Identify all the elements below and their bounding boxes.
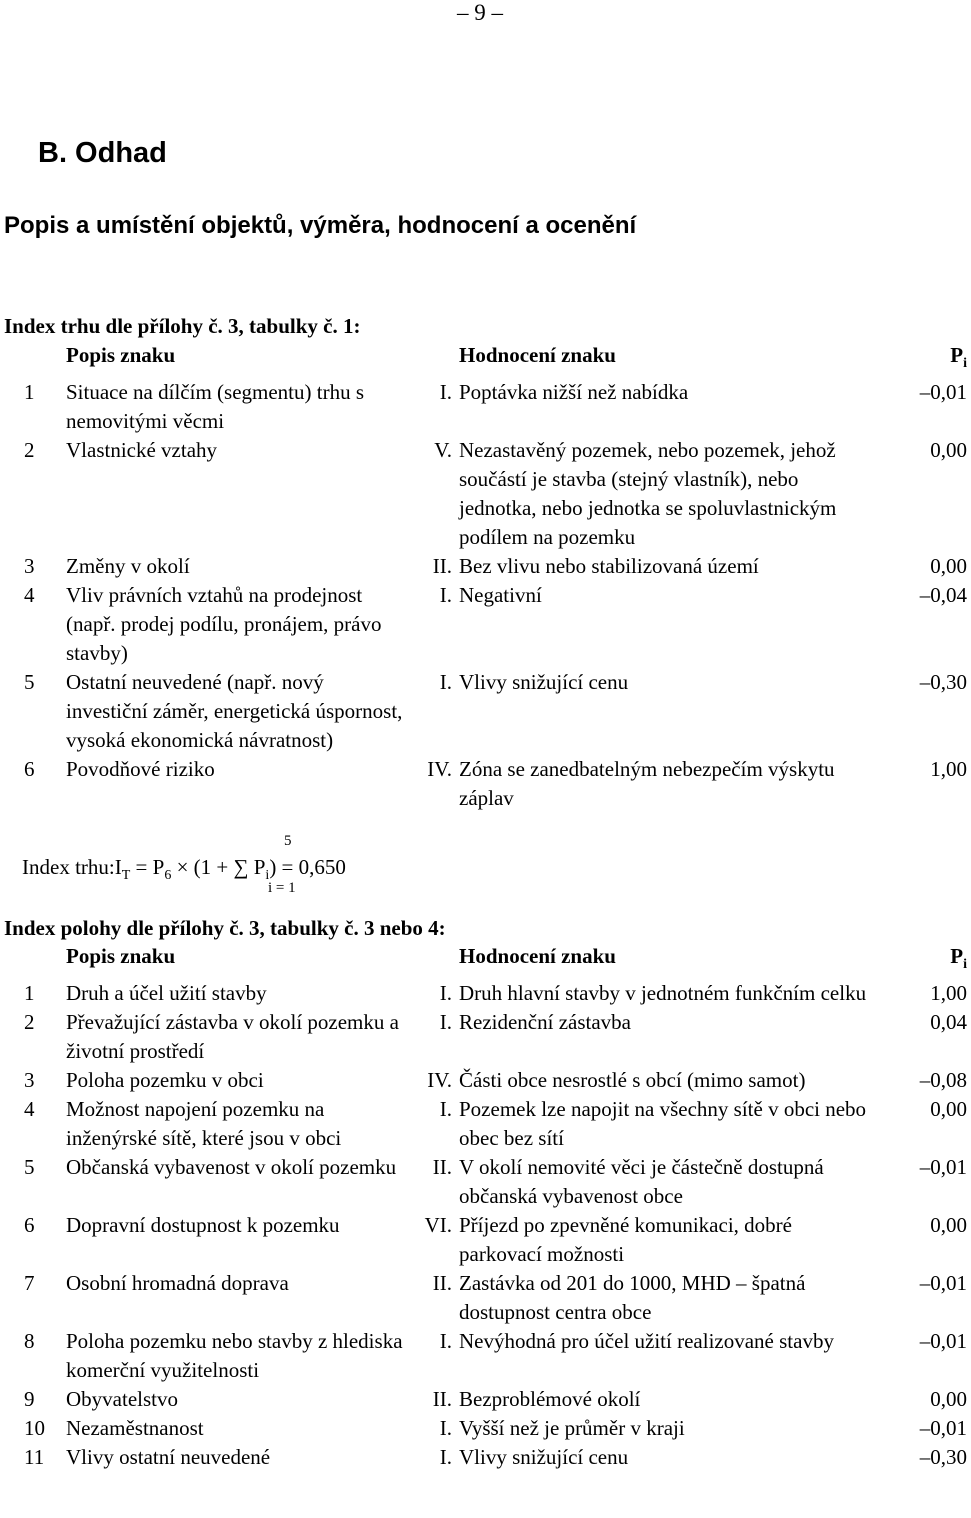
market-index-title: Index trhu dle přílohy č. 3, tabulky č. 1: [4, 314, 361, 338]
row-number: 4 [24, 583, 35, 608]
table-row [0, 1066, 971, 1095]
row-description: Poloha pozemku nebo stavby z hlediska komerční využitelnosti [66, 1329, 403, 1383]
table-row [0, 979, 971, 1008]
table-row [0, 378, 971, 436]
column-header-description: Popis znaku [66, 343, 176, 367]
row-value: –0,01 [919, 1271, 967, 1296]
row-roman-numeral: I. [439, 1416, 452, 1441]
row-roman-numeral: I. [439, 583, 452, 608]
column-header-p: $P_i$ [950, 944, 967, 973]
row-roman-numeral: I. [439, 1445, 452, 1470]
row-description: Občanská vybavenost v okolí pozemku [66, 1155, 397, 1180]
section-subheading: Popis a umístění objektů, výměra, hodnocení a ocenění [4, 212, 637, 239]
row-number: 6 [24, 757, 35, 782]
row-roman-numeral: I. [439, 380, 452, 405]
row-roman-numeral: V. [434, 438, 452, 463]
column-header-description: Popis znaku [66, 944, 176, 968]
row-roman-numeral: VI. [424, 1213, 452, 1238]
row-roman-numeral: I. [439, 1097, 452, 1122]
row-roman-numeral: I. [439, 981, 452, 1006]
row-evaluation: Negativní [459, 583, 542, 608]
page-number: – 9 – [457, 0, 503, 25]
row-number: 3 [24, 554, 35, 579]
row-number: 5 [24, 670, 35, 695]
row-evaluation: Nezastavěný pozemek, nebo pozemek, jehož součástí je stavba (stejný vlastník), nebo jednotka, nebo jednotka se spoluvlastnickým podílem na pozemku [459, 438, 837, 550]
row-description: Obyvatelstvo [66, 1387, 178, 1412]
sum-lower-limit: i = 1 [268, 880, 296, 896]
row-roman-numeral: I. [439, 1010, 452, 1035]
row-description: Vliv právních vztahů na prodejnost (např. prodej podílu, pronájem, právo stavby) [66, 583, 382, 666]
row-roman-numeral: II. [432, 554, 452, 579]
row-number: 2 [24, 438, 35, 463]
row-description: Ostatní neuvedené (např. nový investiční záměr, energetická úspornost, vysoká ekonomická návratnost) [66, 670, 403, 753]
row-evaluation: Příjezd po zpevněné komunikaci, dobré parkovací možnosti [459, 1213, 792, 1267]
row-description: Poloha pozemku v obci [66, 1068, 264, 1093]
row-number: 3 [24, 1068, 35, 1093]
sum-upper-limit: 5 [284, 833, 292, 849]
row-value: 0,04 [930, 1010, 967, 1035]
row-description: Osobní hromadná doprava [66, 1271, 289, 1296]
row-value: 1,00 [930, 757, 967, 782]
column-header-p: $P_i$ [950, 343, 967, 372]
row-number: 7 [24, 1271, 35, 1296]
row-roman-numeral: I. [439, 670, 452, 695]
row-description: Vlivy ostatní neuvedené [66, 1445, 271, 1470]
column-header-evaluation: Hodnocení znaku [459, 343, 616, 367]
row-value: 0,00 [930, 1097, 967, 1122]
row-roman-numeral: I. [439, 1329, 452, 1354]
row-evaluation: Nevýhodná pro účel užití realizované stavby [459, 1329, 834, 1354]
row-roman-numeral: II. [432, 1271, 452, 1296]
row-value: –0,30 [919, 670, 967, 695]
row-number: 1 [24, 981, 35, 1006]
row-evaluation: Rezidenční zástavba [459, 1010, 631, 1035]
market-index-table [0, 341, 971, 813]
row-evaluation: Bezproblémové okolí [459, 1387, 641, 1412]
table-header-row [0, 341, 971, 378]
row-evaluation: Poptávka nižší než nabídka [459, 380, 689, 405]
row-description: Změny v okolí [66, 554, 190, 579]
row-value: –0,01 [919, 1329, 967, 1354]
row-evaluation: Části obce nesrostlé s obcí (mimo samot) [459, 1068, 806, 1093]
table-row [0, 581, 971, 668]
row-description: Situace na dílčím (segmentu) trhu s nemovitými věcmi [66, 380, 365, 434]
table-row [0, 1269, 971, 1327]
row-evaluation: Zóna se zanedbatelným nebezpečím výskytu záplav [459, 757, 835, 811]
row-value: 0,00 [930, 438, 967, 463]
column-header-evaluation: Hodnocení znaku [459, 944, 616, 968]
row-evaluation: Zastávka od 201 do 1000, MHD – špatná dostupnost centra obce [459, 1271, 806, 1325]
table-header-row [0, 942, 971, 979]
row-roman-numeral: IV. [427, 757, 452, 782]
table-row [0, 1211, 971, 1269]
row-number: 8 [24, 1329, 35, 1354]
row-number: 6 [24, 1213, 35, 1238]
table-row [0, 1443, 971, 1472]
row-value: 1,00 [930, 981, 967, 1006]
table-row [0, 1153, 971, 1211]
table-row [0, 1095, 971, 1153]
row-evaluation: Druh hlavní stavby v jednotném funkčním celku [459, 981, 867, 1006]
row-number: 5 [24, 1155, 35, 1180]
row-number: 4 [24, 1097, 35, 1122]
row-description: Vlastnické vztahy [66, 438, 218, 463]
row-roman-numeral: II. [432, 1387, 452, 1412]
row-number: 1 [24, 380, 35, 405]
location-index-title: Index polohy dle přílohy č. 3, tabulky č. 3 nebo 4: [4, 916, 446, 940]
table-row [0, 1327, 971, 1385]
table-row [0, 436, 971, 552]
row-value: 0,00 [930, 1213, 967, 1238]
table-row [0, 668, 971, 755]
row-value: –0,01 [919, 1155, 967, 1180]
row-description: Nezaměstnanost [66, 1416, 204, 1441]
row-value: –0,01 [919, 380, 967, 405]
row-number: 2 [24, 1010, 35, 1035]
row-evaluation: Pozemek lze napojit na všechny sítě v obci nebo obec bez sítí [459, 1097, 867, 1151]
row-roman-numeral: II. [432, 1155, 452, 1180]
row-description: Možnost napojení pozemku na inženýrské sítě, které jsou v obci [66, 1097, 342, 1151]
row-value: –0,30 [919, 1445, 967, 1470]
table-row [0, 755, 971, 813]
formula-text: Index $trhu:I_T = P_6 \times (1$ + ∑ $P_i) = 0,650$ [22, 855, 346, 884]
row-value: 0,00 [930, 554, 967, 579]
table-row [0, 1414, 971, 1443]
row-value: –0,04 [919, 583, 967, 608]
row-evaluation: V okolí nemovité věci je částečně dostupná občanská vybavenost obce [459, 1155, 824, 1209]
row-value: –0,08 [919, 1068, 967, 1093]
row-value: –0,01 [919, 1416, 967, 1441]
table-row [0, 1385, 971, 1414]
table-row [0, 552, 971, 581]
row-evaluation: Bez vlivu nebo stabilizovaná území [459, 554, 759, 579]
row-number: 10 [24, 1416, 45, 1441]
table-row [0, 1008, 971, 1066]
row-value: 0,00 [930, 1387, 967, 1412]
row-evaluation: Vlivy snižující cenu [459, 670, 629, 695]
row-description: Převažující zástavba v okolí pozemku a životní prostředí [66, 1010, 399, 1064]
market-index-formula [22, 825, 442, 895]
row-evaluation: Vlivy snižující cenu [459, 1445, 629, 1470]
location-index-table [0, 942, 971, 1472]
row-number: 11 [24, 1445, 45, 1470]
row-description: Druh a účel užití stavby [66, 981, 267, 1006]
section-heading: B. Odhad [38, 137, 167, 169]
row-roman-numeral: IV. [427, 1068, 452, 1093]
row-description: Povodňové riziko [66, 757, 215, 782]
row-number: 9 [24, 1387, 35, 1412]
row-evaluation: Vyšší než je průměr v kraji [459, 1416, 685, 1441]
row-description: Dopravní dostupnost k pozemku [66, 1213, 340, 1238]
